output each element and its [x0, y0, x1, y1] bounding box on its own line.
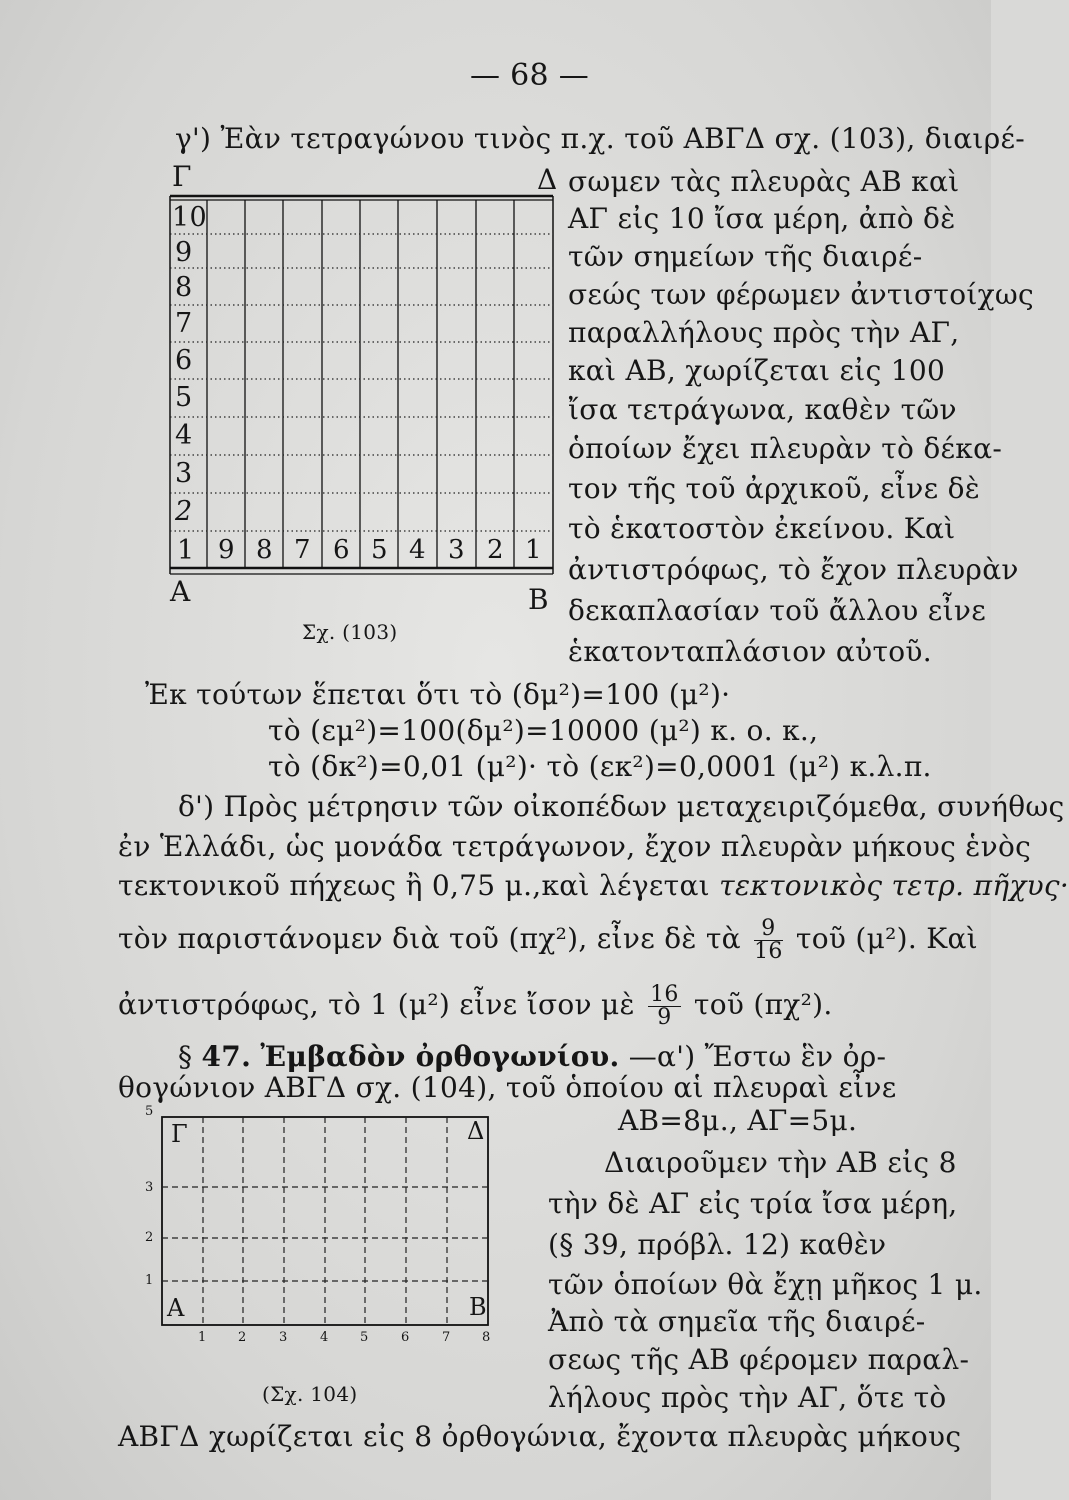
fig104-bottom-number: 7 [442, 1330, 451, 1345]
fig103-left-number: 8 [175, 272, 193, 303]
fig104-bottom-number: 2 [238, 1330, 247, 1345]
equation-line: Ἐκ τούτων ἕπεται ὅτι τὸ (δμ²)=100 (μ²)· [145, 678, 731, 711]
fraction-denominator: 16 [754, 939, 783, 964]
fig103-left-number: 1 [177, 535, 195, 566]
fig104-left-number: 2 [145, 1230, 154, 1245]
para-gamma-right-line: σεώς των φέρωμεν ἀντιστοίχως [568, 278, 1035, 311]
section-47-right-line: Διαιροῦμεν τὴν ΑΒ εἰς 8 [604, 1146, 957, 1179]
fig104-bottom-number: 8 [482, 1330, 491, 1345]
para-gamma-right-line: ΑΓ εἰς 10 ἴσα μέρη, ἀπὸ δὲ [568, 202, 956, 235]
fig103-left-number: 7 [175, 308, 193, 339]
para-delta-line: ἐν Ἑλλάδι, ὡς μονάδα τετράγωνον, ἔχον πλευρὰν μήκους ἑνὸς [118, 830, 1032, 863]
section-title: Ἐμβαδὸν ὀρθογωνίου. [260, 1040, 620, 1073]
fraction-numerator: 16 [650, 982, 679, 1007]
para-gamma-right-line: παραλλήλους πρὸς τὴν ΑΓ, [568, 316, 960, 349]
fig104-corner-g: Γ [171, 1120, 188, 1148]
para-delta-line4-start: τὸν παριστάνομεν διὰ τοῦ (πχ²), εἶνε δὲ τὰ [118, 922, 741, 955]
fig103-bottom-number: 9 [218, 535, 235, 565]
para-gamma-right-line: τον τῆς τοῦ ἀρχικοῦ, εἶνε δὲ [568, 472, 981, 505]
para-delta-line5-start: ἀντιστρόφως, τὸ 1 (μ²) εἶνε ἴσον μὲ [118, 988, 635, 1021]
fig103-left-number: 9 [175, 237, 193, 268]
para-gamma-right-line: ἴσα τετράγωνα, καθὲν τῶν [568, 393, 957, 426]
para-delta-line4-end: τοῦ (μ²). Καὶ [795, 922, 978, 955]
fig104-bottom-number: 5 [360, 1330, 369, 1345]
section-47-right-line: τὴν δὲ ΑΓ εἰς τρία ἴσα μέρη, [548, 1187, 958, 1220]
fig103-corner-b: Β [528, 583, 549, 616]
fig104-corner-d: Δ [467, 1117, 485, 1145]
section-47-right-line: τῶν ὁποίων θὰ ἔχῃ μῆκος 1 μ. [548, 1268, 983, 1301]
fig104-left-number: 3 [145, 1180, 154, 1195]
fig103-left-number: 10 [172, 202, 207, 233]
fig103-bottom-number: 1 [525, 535, 542, 565]
para-gamma-right-line: ὁποίων ἔχει πλευρὰν τὸ δέκα- [568, 432, 1003, 465]
para-gamma-right-line: ἑκατονταπλάσιον αὐτοῦ. [568, 635, 932, 668]
fig103-bottom-number: 6 [333, 535, 350, 565]
fig104-left-number: 1 [145, 1273, 154, 1288]
fig103-corner-a: Α [170, 575, 191, 608]
fig104-corner-a: Α [167, 1294, 185, 1322]
fig104-caption: (Σχ. 104) [262, 1382, 358, 1406]
para-gamma-right-line: τῶν σημείων τῆς διαιρέ- [568, 240, 923, 273]
fig103-caption: Σχ. (103) [302, 620, 398, 644]
fig104-bottom-number: 1 [198, 1330, 207, 1345]
fig103-corner-g: Γ [172, 160, 192, 193]
fig104-bottom-number: 3 [279, 1330, 288, 1345]
para-gamma-right-line: σωμεν τὰς πλευρὰς ΑΒ καὶ [568, 165, 960, 198]
equation-line: τὸ (εμ²)=100(δμ²)=10000 (μ²) κ. ο. κ., [268, 714, 819, 747]
section-number: 47. [201, 1040, 252, 1073]
fig103-corner-d: Δ [537, 163, 558, 196]
fig103-bottom-number: 7 [294, 535, 311, 565]
section-47-right-line: (§ 39, πρόβλ. 12) καθὲν [548, 1228, 887, 1261]
fig103-left-number: 5 [175, 382, 193, 413]
fig103-left-number: 3 [175, 458, 193, 489]
fig103-bottom-number: 3 [448, 535, 465, 565]
equation-line: τὸ (δκ²)=0,01 (μ²)· τὸ (εκ²)=0,0001 (μ²) κ.λ.π. [268, 750, 932, 783]
para-gamma-right-line: δεκαπλασίαν τοῦ ἄλλου εἶνε [568, 594, 987, 627]
fig104-left-number: 5 [145, 1104, 154, 1119]
section-47-last-line: ΑΒΓΔ χωρίζεται εἰς 8 ὀρθογώνια, ἔχοντα πλευρὰς μήκους [118, 1420, 962, 1453]
para-delta-line3-start: τεκτονικοῦ πήχεως ἢ 0,75 μ.,καὶ λέγεται [118, 869, 710, 902]
fraction-denominator: 9 [657, 1005, 672, 1030]
fig104-corner-b: Β [469, 1293, 487, 1321]
fig103-left-number: 2 [175, 496, 193, 527]
para-delta-line: δ') Πρὸς μέτρησιν τῶν οἰκοπέδων μεταχειριζόμεθα, συνήθως [178, 790, 1065, 823]
section-heading-rest: —α') Ἔστω ἓν ὀρ- [628, 1040, 887, 1073]
section-47-right-line: λήλους πρὸς τὴν ΑΓ, ὅτε τὸ [548, 1381, 947, 1414]
fig103-bottom-number: 8 [256, 535, 273, 565]
para-gamma-right-line: τὸ ἑκατοστὸν ἐκείνου. Καὶ [568, 512, 956, 545]
section-symbol: § [178, 1040, 193, 1073]
fig104-bottom-number: 6 [401, 1330, 410, 1345]
section-47-line2: θογώνιον ΑΒΓΔ σχ. (104), τοῦ ὁποίου αἱ πλευραὶ εἶνε [118, 1071, 897, 1104]
fig103-bottom-number: 4 [409, 535, 426, 565]
page-number: — 68 — [470, 58, 590, 93]
section-47-right-line: Ἀπὸ τὰ σημεῖα τῆς διαιρέ- [548, 1305, 926, 1338]
section-47-line3: ΑΒ=8μ., ΑΓ=5μ. [618, 1104, 858, 1137]
fig103-left-number: 4 [175, 420, 193, 451]
para-gamma-right-line: καὶ ΑΒ, χωρίζεται εἰς 100 [568, 354, 946, 387]
para-delta-line5-end: τοῦ (πχ²). [693, 988, 833, 1021]
para-gamma-line1: γ') Ἐὰν τετραγώνου τινὸς π.χ. τοῦ ΑΒΓΔ σχ. (103), διαιρέ- [175, 122, 1026, 155]
para-delta-line3-italic: τεκτονικὸς τετρ. πῆχυς· [719, 869, 1069, 902]
fraction-numerator: 9 [754, 918, 783, 941]
fig103-bottom-number: 5 [371, 535, 388, 565]
fig103-bottom-number: 2 [487, 535, 504, 565]
para-gamma-right-line: ἀντιστρόφως, τὸ ἔχον πλευρὰν [568, 553, 1019, 586]
section-47-right-line: σεως τῆς ΑΒ φέρομεν παραλ- [548, 1343, 970, 1376]
fig103-left-number: 6 [175, 345, 193, 376]
fig104-bottom-number: 4 [320, 1330, 329, 1345]
